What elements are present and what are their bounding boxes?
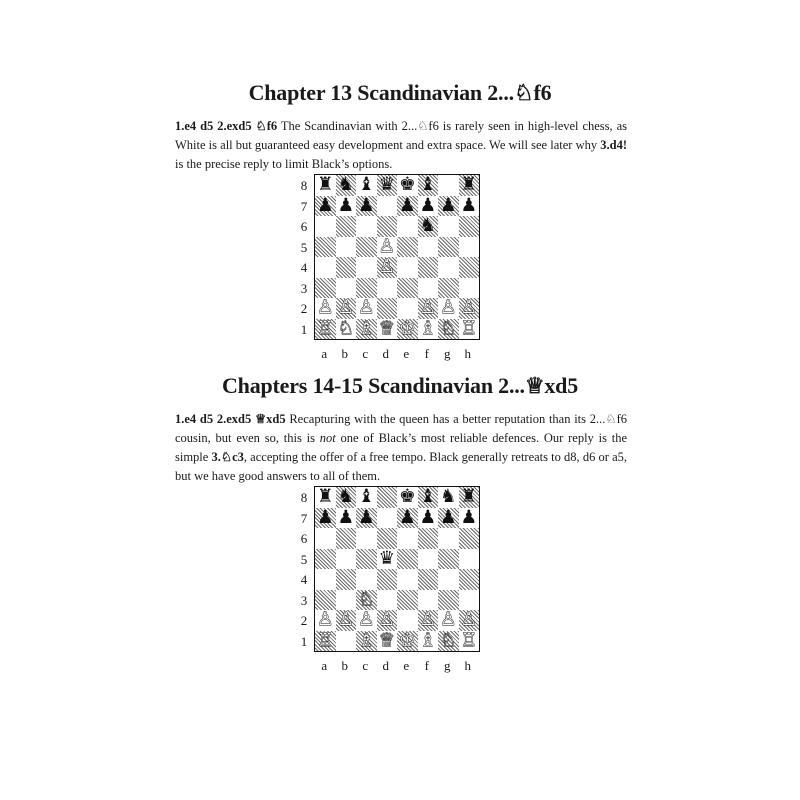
square-a3	[315, 278, 336, 299]
square-e8	[397, 175, 418, 196]
square-e1	[397, 631, 418, 652]
square-b2	[336, 298, 357, 319]
square-g7	[438, 508, 459, 529]
file-label: c	[362, 658, 369, 673]
square-h1	[459, 631, 480, 652]
white-pawn-icon: ♙	[378, 235, 396, 257]
square-d4	[377, 257, 398, 278]
square-f8	[418, 487, 439, 508]
square-c6	[356, 216, 377, 237]
square-e6	[397, 216, 418, 237]
paragraph-text: one of Black’s most reliable defences. Our reply is the simple	[175, 431, 628, 464]
square-d3	[377, 278, 398, 299]
square-b2	[336, 610, 357, 631]
white-pawn-icon: ♙	[337, 297, 355, 318]
square-e3	[397, 278, 418, 299]
white-pawn-icon: ♙	[357, 297, 375, 318]
square-g6	[438, 216, 459, 237]
square-d7	[377, 196, 398, 217]
square-e2	[397, 610, 418, 631]
square-f4	[418, 257, 439, 278]
white-pawn-icon: ♙	[460, 297, 478, 318]
square-a2	[315, 610, 336, 631]
square-d1	[377, 319, 398, 340]
square-g8	[438, 175, 459, 196]
square-h5	[459, 237, 480, 258]
white-king-icon: ♔	[398, 629, 416, 651]
square-b8	[336, 487, 357, 508]
file-label: f	[424, 658, 429, 673]
file-label: g	[444, 346, 451, 361]
square-a2	[315, 298, 336, 319]
square-b3	[336, 278, 357, 299]
square-f3	[418, 590, 439, 611]
black-pawn-icon: ♟	[398, 506, 416, 528]
white-rook-icon: ♖	[316, 629, 334, 651]
square-a8	[315, 175, 336, 196]
square-a7	[315, 196, 336, 217]
rank-label: 5	[300, 239, 308, 255]
file-label: e	[403, 346, 410, 361]
white-pawn-icon: ♙	[316, 297, 334, 318]
square-g1	[438, 631, 459, 652]
square-h1	[459, 319, 480, 340]
square-h4	[459, 257, 480, 278]
square-c3	[356, 278, 377, 299]
square-d3	[377, 590, 398, 611]
square-g7	[438, 196, 459, 217]
square-f1	[418, 319, 439, 340]
square-b7	[336, 196, 357, 217]
square-c2	[356, 298, 377, 319]
square-b1	[336, 631, 357, 652]
black-pawn-icon: ♟	[357, 194, 375, 216]
square-a4	[315, 569, 336, 590]
white-bishop-icon: ♗	[357, 317, 375, 339]
square-c3	[356, 590, 377, 611]
white-pawn-icon: ♙	[378, 609, 396, 630]
white-pawn-icon: ♙	[337, 609, 355, 630]
paragraph-text: Recapturing with the queen has a better reputation than its 2...♘f6 cousin, but even so, this is	[175, 412, 627, 445]
square-c4	[356, 569, 377, 590]
square-f3	[418, 278, 439, 299]
square-d6	[377, 216, 398, 237]
black-queen-icon: ♛	[378, 547, 396, 569]
black-pawn-icon: ♟	[337, 506, 355, 528]
rank-label: 1	[300, 321, 308, 337]
black-pawn-icon: ♟	[316, 506, 334, 528]
square-e7	[397, 508, 418, 529]
rank-label: 5	[300, 551, 308, 567]
square-h2	[459, 610, 480, 631]
file-labels	[314, 658, 480, 674]
rank-label: 6	[300, 531, 308, 546]
square-a6	[315, 216, 336, 237]
square-c8	[356, 175, 377, 196]
black-knight-icon: ♞	[337, 174, 355, 195]
black-pawn-icon: ♟	[419, 194, 437, 216]
chapter-13-paragraph	[175, 117, 627, 174]
square-h8	[459, 487, 480, 508]
square-e2	[397, 298, 418, 319]
square-h7	[459, 508, 480, 529]
white-king-icon: ♔	[398, 317, 416, 339]
white-pawn-icon: ♙	[316, 609, 334, 630]
square-b5	[336, 549, 357, 570]
black-king-icon: ♚	[398, 486, 416, 507]
white-pawn-icon: ♙	[419, 609, 437, 630]
square-a3	[315, 590, 336, 611]
white-pawn-icon: ♙	[378, 256, 396, 277]
move-sequence: 1.e4 d5 2.exd5 ♘f6	[175, 119, 278, 133]
rank-labels	[297, 176, 311, 340]
file-label: a	[321, 658, 328, 673]
rank-label: 4	[300, 572, 308, 587]
white-pawn-icon: ♙	[439, 609, 457, 630]
white-bishop-icon: ♗	[357, 629, 375, 651]
white-pawn-icon: ♙	[460, 609, 478, 630]
square-b7	[336, 508, 357, 529]
square-d6	[377, 528, 398, 549]
square-a7	[315, 508, 336, 529]
black-king-icon: ♚	[398, 174, 416, 195]
square-c5	[356, 549, 377, 570]
square-c6	[356, 528, 377, 549]
square-c5	[356, 237, 377, 258]
square-h2	[459, 298, 480, 319]
black-knight-icon: ♞	[337, 486, 355, 507]
black-rook-icon: ♜	[460, 486, 478, 507]
rank-label: 7	[300, 510, 308, 526]
square-b4	[336, 257, 357, 278]
chapter-13-heading: Chapter 13 Scandinavian 2...♘f6	[248, 80, 552, 105]
black-pawn-icon: ♟	[460, 506, 478, 528]
white-rook-icon: ♖	[316, 317, 334, 339]
square-e3	[397, 590, 418, 611]
square-g1	[438, 319, 459, 340]
black-pawn-icon: ♟	[439, 194, 457, 216]
square-h6	[459, 528, 480, 549]
black-knight-icon: ♞	[419, 215, 437, 236]
file-label: a	[321, 346, 328, 361]
square-h8	[459, 175, 480, 196]
white-queen-icon: ♕	[378, 629, 396, 651]
rank-label: 3	[300, 280, 308, 296]
square-f6	[418, 216, 439, 237]
square-a5	[315, 237, 336, 258]
black-bishop-icon: ♝	[419, 174, 437, 195]
square-e4	[397, 569, 418, 590]
file-label: h	[464, 346, 471, 361]
square-b5	[336, 237, 357, 258]
chapters-14-15-heading: Chapters 14-15 Scandinavian 2...♕xd5	[221, 373, 579, 398]
square-c1	[356, 631, 377, 652]
black-pawn-icon: ♟	[460, 194, 478, 216]
rank-label: 2	[300, 613, 308, 628]
square-a1	[315, 631, 336, 652]
white-pawn-icon: ♙	[439, 297, 457, 318]
file-label: f	[424, 346, 429, 361]
square-h5	[459, 549, 480, 570]
chess-board	[314, 174, 480, 340]
paragraph-text: is the precise reply to limit Black’s options.	[175, 157, 393, 171]
square-g6	[438, 528, 459, 549]
file-label: b	[341, 346, 348, 361]
square-c7	[356, 196, 377, 217]
chapters-14-15-paragraph	[175, 410, 627, 486]
move-sequence: 1.e4 d5 2.exd5 ♕xd5	[175, 412, 286, 426]
square-f6	[418, 528, 439, 549]
file-label: b	[341, 658, 348, 673]
paragraph-text: , accepting the offer of a free tempo. Black generally retreats to d8, d6 or a5, but we have good answers to all of them.	[175, 450, 627, 483]
square-d1	[377, 631, 398, 652]
square-f5	[418, 549, 439, 570]
chess-board	[314, 486, 480, 652]
square-e7	[397, 196, 418, 217]
square-g4	[438, 569, 459, 590]
white-queen-icon: ♕	[378, 317, 396, 339]
black-rook-icon: ♜	[316, 486, 334, 507]
white-knight-icon: ♘	[357, 588, 375, 610]
black-pawn-icon: ♟	[398, 194, 416, 216]
square-h6	[459, 216, 480, 237]
square-g5	[438, 237, 459, 258]
black-pawn-icon: ♟	[337, 194, 355, 216]
white-bishop-icon: ♗	[419, 317, 437, 339]
file-label: d	[382, 658, 389, 673]
square-g8	[438, 487, 459, 508]
square-g4	[438, 257, 459, 278]
rank-labels	[297, 488, 311, 652]
square-h4	[459, 569, 480, 590]
square-c1	[356, 319, 377, 340]
square-d7	[377, 508, 398, 529]
square-a8	[315, 487, 336, 508]
square-f2	[418, 610, 439, 631]
file-labels	[314, 346, 480, 362]
square-g3	[438, 590, 459, 611]
square-e1	[397, 319, 418, 340]
rank-label: 8	[300, 490, 308, 505]
square-e6	[397, 528, 418, 549]
square-c2	[356, 610, 377, 631]
black-pawn-icon: ♟	[357, 506, 375, 528]
key-move: 3.♘c3	[211, 450, 244, 464]
square-f7	[418, 508, 439, 529]
black-bishop-icon: ♝	[419, 486, 437, 507]
white-knight-icon: ♘	[439, 317, 457, 339]
square-h3	[459, 590, 480, 611]
file-label: h	[464, 658, 471, 673]
square-b8	[336, 175, 357, 196]
black-rook-icon: ♜	[316, 174, 334, 195]
rank-label: 3	[300, 592, 308, 608]
rank-label: 2	[300, 301, 308, 316]
rank-label: 8	[300, 178, 308, 193]
black-bishop-icon: ♝	[357, 486, 375, 507]
black-bishop-icon: ♝	[357, 174, 375, 195]
square-a6	[315, 528, 336, 549]
square-a5	[315, 549, 336, 570]
square-c7	[356, 508, 377, 529]
square-b6	[336, 216, 357, 237]
rank-label: 4	[300, 260, 308, 275]
square-e5	[397, 549, 418, 570]
square-h3	[459, 278, 480, 299]
file-label: g	[444, 658, 451, 673]
white-pawn-icon: ♙	[357, 609, 375, 630]
white-pawn-icon: ♙	[419, 297, 437, 318]
square-b4	[336, 569, 357, 590]
square-e8	[397, 487, 418, 508]
square-b1	[336, 319, 357, 340]
black-rook-icon: ♜	[460, 174, 478, 195]
square-h7	[459, 196, 480, 217]
square-f7	[418, 196, 439, 217]
square-f8	[418, 175, 439, 196]
black-queen-icon: ♛	[378, 174, 396, 195]
square-f5	[418, 237, 439, 258]
square-d5	[377, 237, 398, 258]
square-g3	[438, 278, 459, 299]
square-b6	[336, 528, 357, 549]
rank-label: 1	[300, 633, 308, 649]
square-f4	[418, 569, 439, 590]
file-label: d	[382, 346, 389, 361]
square-f1	[418, 631, 439, 652]
file-label: c	[362, 346, 369, 361]
square-b3	[336, 590, 357, 611]
square-d2	[377, 610, 398, 631]
square-g2	[438, 298, 459, 319]
square-d5	[377, 549, 398, 570]
rank-label: 6	[300, 219, 308, 234]
black-knight-icon: ♞	[439, 486, 457, 507]
paragraph-text: The Scandinavian with 2...♘f6 is rarely seen in high-level chess, as White is all but guaranteed easy development and extra space. We will see later why	[175, 119, 627, 152]
black-pawn-icon: ♟	[419, 506, 437, 528]
black-pawn-icon: ♟	[439, 506, 457, 528]
square-f2	[418, 298, 439, 319]
square-g5	[438, 549, 459, 570]
rank-label: 7	[300, 198, 308, 214]
square-c8	[356, 487, 377, 508]
square-e4	[397, 257, 418, 278]
square-e5	[397, 237, 418, 258]
square-c4	[356, 257, 377, 278]
square-d8	[377, 175, 398, 196]
square-g2	[438, 610, 459, 631]
square-d8	[377, 487, 398, 508]
white-bishop-icon: ♗	[419, 629, 437, 651]
white-rook-icon: ♖	[460, 317, 478, 339]
square-a4	[315, 257, 336, 278]
file-label: e	[403, 658, 410, 673]
white-rook-icon: ♖	[460, 629, 478, 651]
square-d2	[377, 298, 398, 319]
white-knight-icon: ♘	[337, 317, 355, 339]
black-pawn-icon: ♟	[316, 194, 334, 216]
white-knight-icon: ♘	[439, 629, 457, 651]
square-a1	[315, 319, 336, 340]
square-d4	[377, 569, 398, 590]
key-move: 3.d4!	[600, 138, 627, 152]
emphasis-text: not	[319, 431, 336, 445]
